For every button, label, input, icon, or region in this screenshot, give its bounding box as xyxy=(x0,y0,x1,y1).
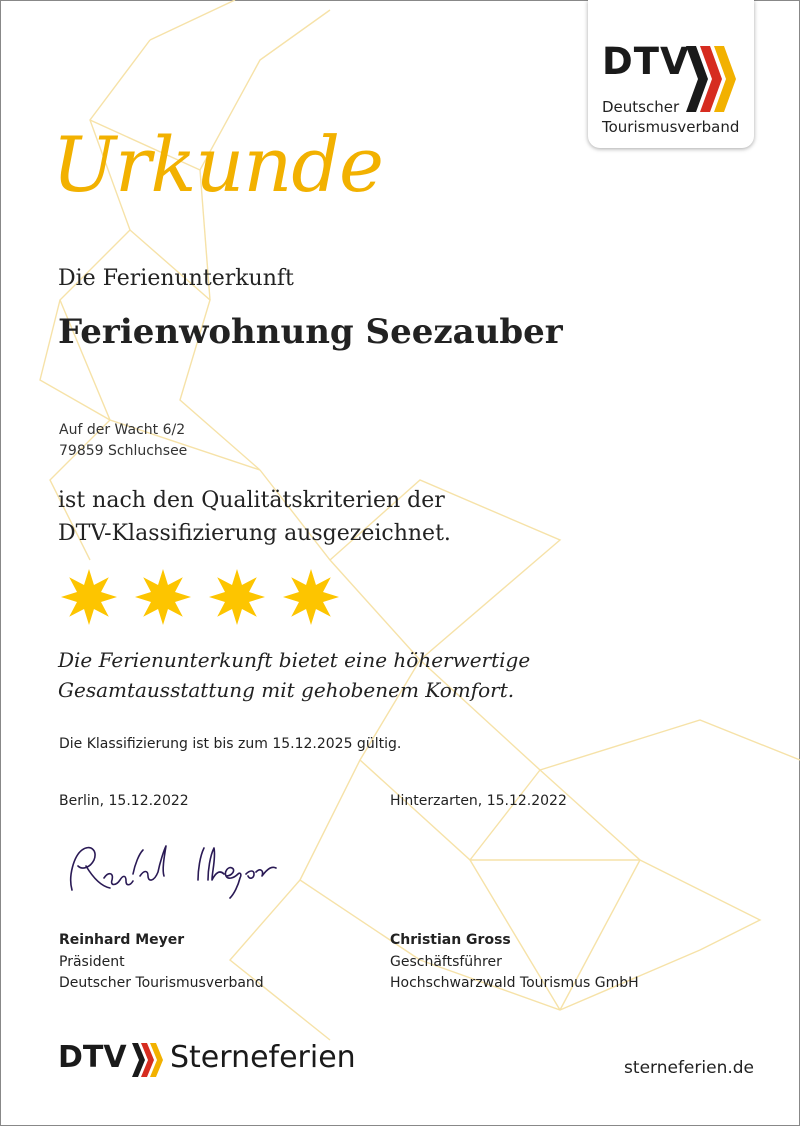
footer-url-link[interactable]: sterneferien.de xyxy=(624,1058,754,1078)
footer-dtv-text: DTV xyxy=(58,1040,127,1075)
star-icon xyxy=(58,566,120,628)
certificate-subtitle: Die Ferienunterkunft xyxy=(58,266,294,291)
signatory-left-organization: Deutscher Tourismusverband xyxy=(59,975,264,991)
place-date-right: Hinterzarten, 15.12.2022 xyxy=(390,793,567,809)
star-rating xyxy=(58,566,358,628)
logo-dtv-text: DTV xyxy=(602,40,690,83)
signatory-left-name: Reinhard Meyer xyxy=(59,932,185,948)
signatory-right-name: Christian Gross xyxy=(390,932,511,948)
chevron-logo-icon xyxy=(686,44,738,114)
dtv-logo xyxy=(588,0,754,148)
logo-line2: Tourismusverband xyxy=(602,118,740,136)
description-line1: Die Ferienunterkunft bietet eine höherwertige xyxy=(58,648,531,672)
star-icon xyxy=(132,566,194,628)
validity-note: Die Klassifizierung ist bis zum 15.12.2025 gültig. xyxy=(59,736,402,752)
description-line2: Gesamtausstattung mit gehobenem Komfort. xyxy=(58,678,515,702)
statement-line2: DTV-Klassifizierung ausgezeichnet. xyxy=(58,521,451,546)
star-icon xyxy=(280,566,342,628)
logo-line1: Deutscher xyxy=(602,98,680,116)
statement-line1: ist nach den Qualitätskriterien der xyxy=(58,488,445,513)
certificate-title: Urkunde xyxy=(52,120,383,209)
footer-brand-name: Sterneferien xyxy=(170,1040,356,1075)
handwritten-signature xyxy=(60,836,300,900)
footer-chevron-icon xyxy=(132,1042,166,1078)
star-icon xyxy=(206,566,268,628)
signatory-left-role: Präsident xyxy=(59,954,125,970)
address-line1: Auf der Wacht 6/2 xyxy=(59,422,186,438)
signatory-right-role: Geschäftsführer xyxy=(390,954,502,970)
signatory-right-organization: Hochschwarzwald Tourismus GmbH xyxy=(390,975,639,991)
place-date-left: Berlin, 15.12.2022 xyxy=(59,793,189,809)
address-line2: 79859 Schluchsee xyxy=(59,443,188,459)
property-name: Ferienwohnung Seezauber xyxy=(58,312,563,352)
